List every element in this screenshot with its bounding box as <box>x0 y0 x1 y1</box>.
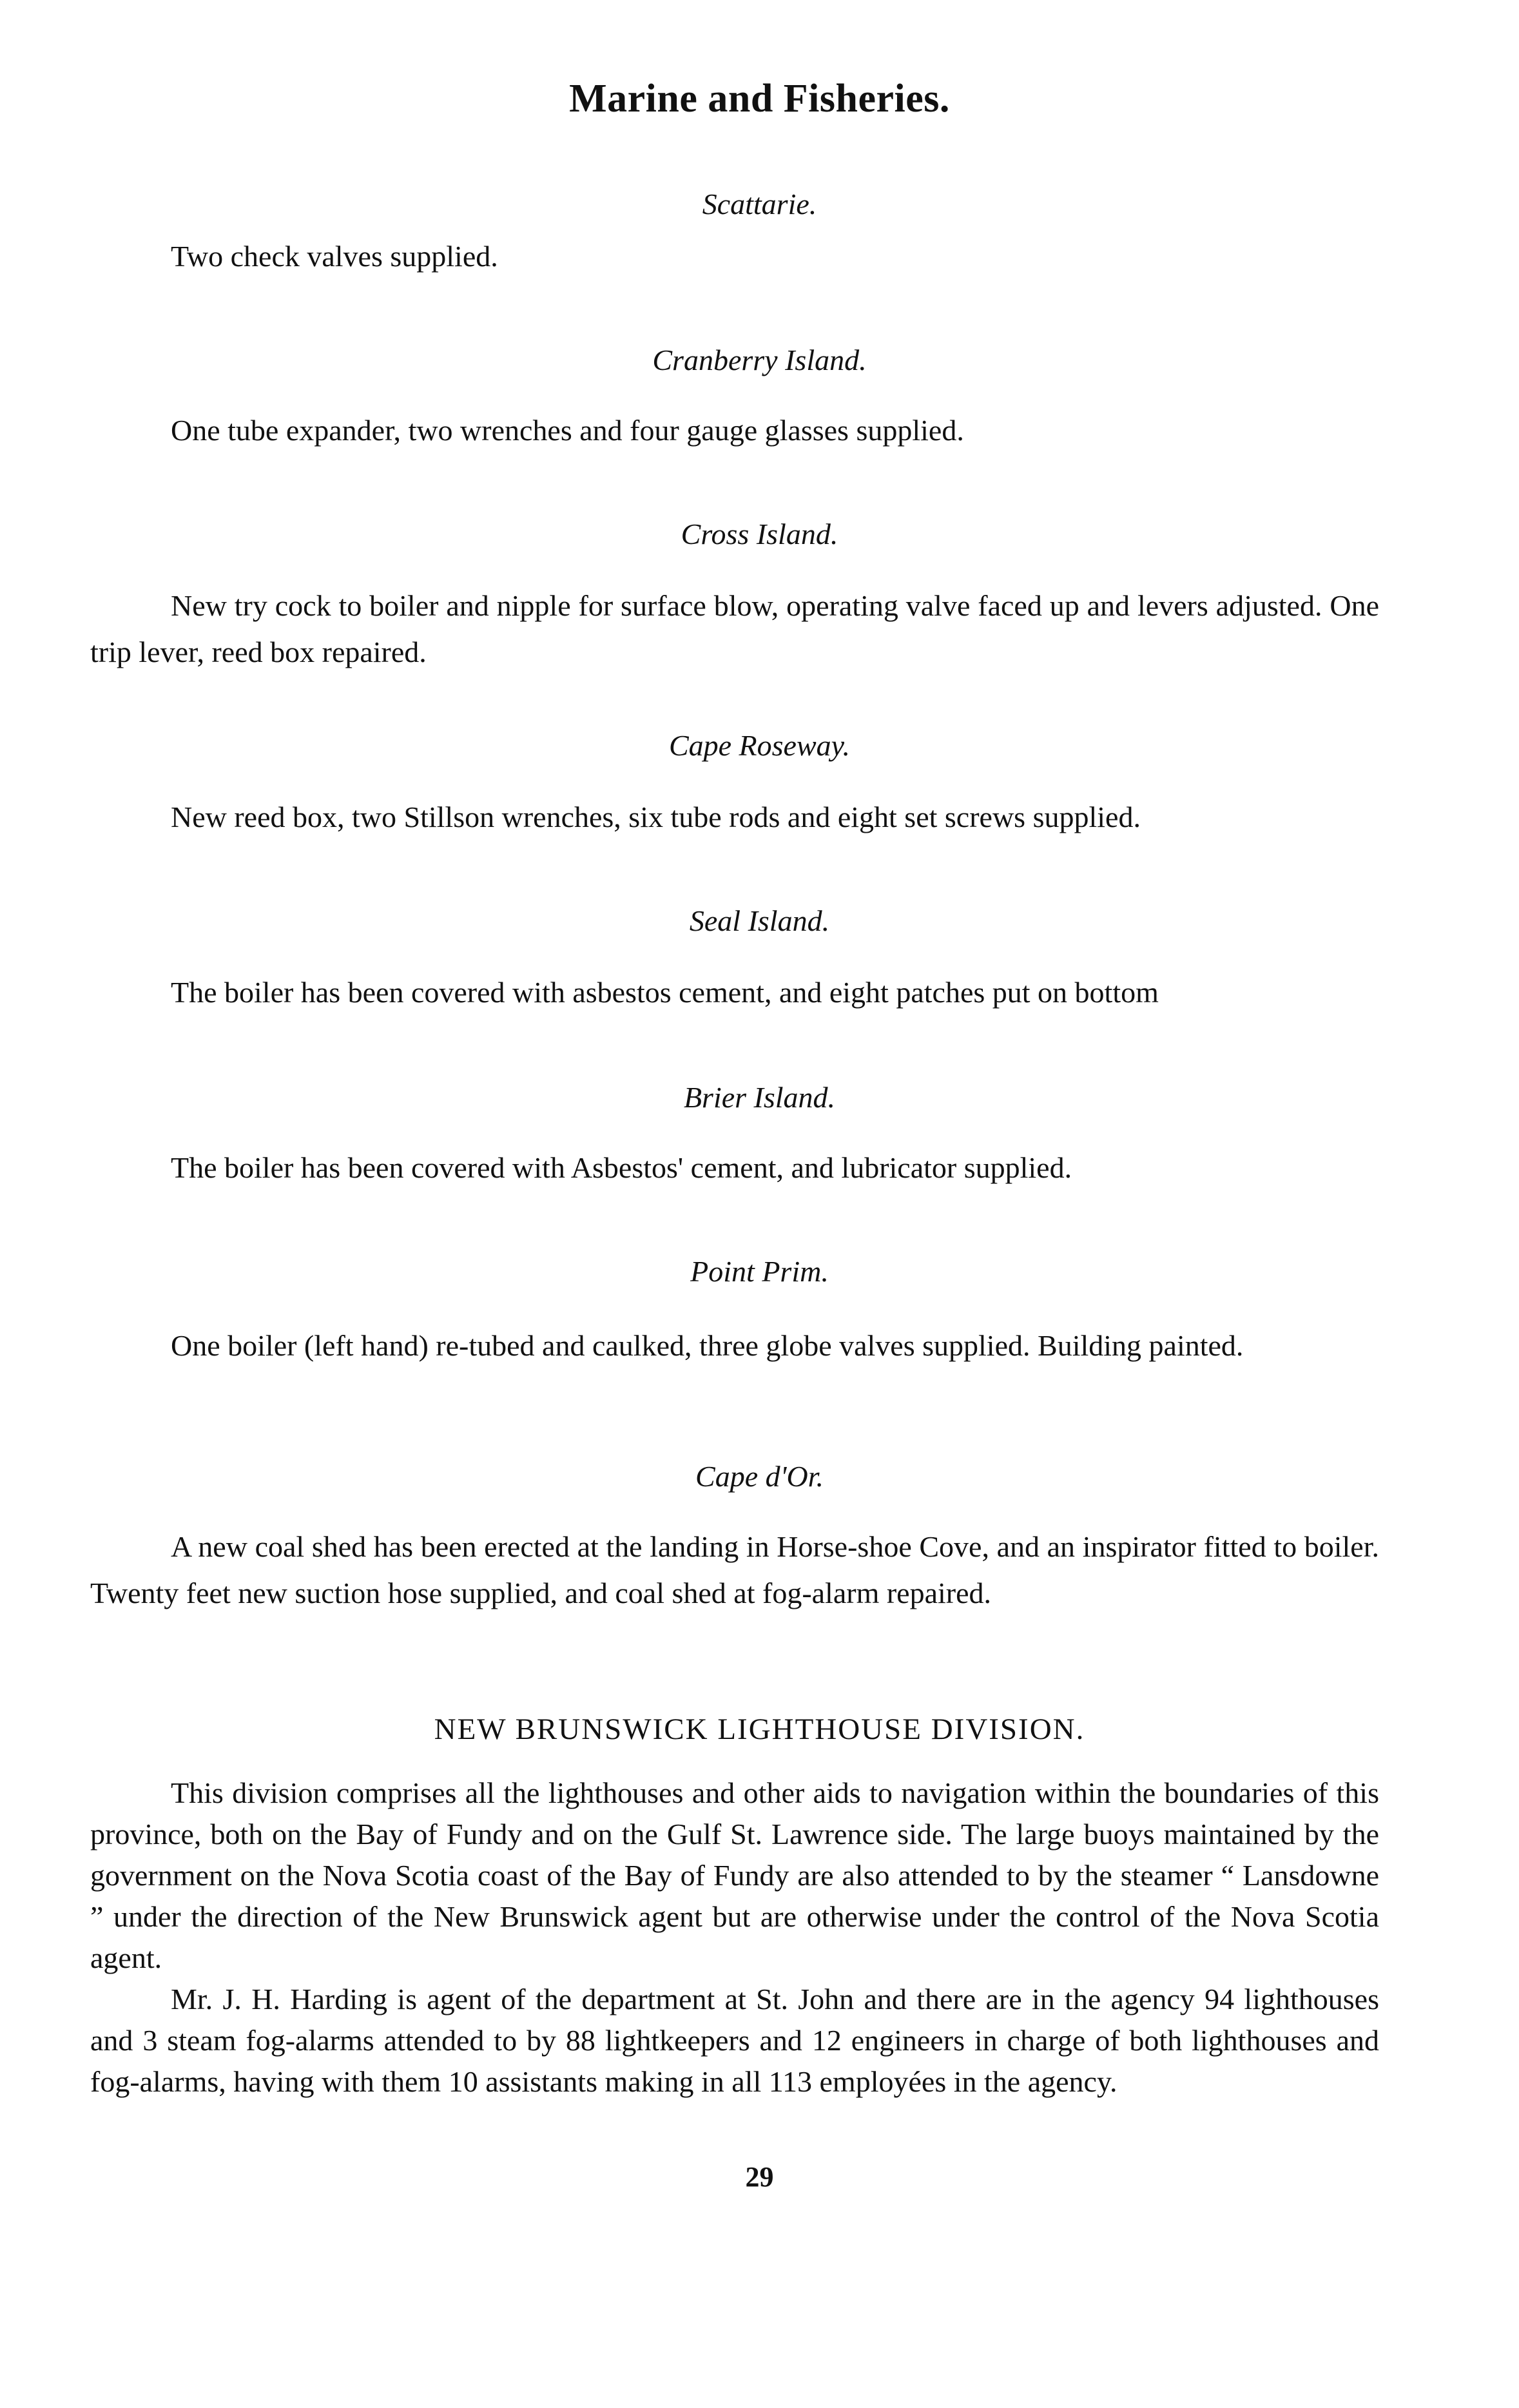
entry-text-cape-roseway <box>90 794 1379 840</box>
entry-text-brier-island-content: The boiler has been covered with Asbestos' cement, and lubricator supplied. <box>171 1151 1072 1184</box>
entry-text-cranberry-island-content: One tube expander, two wrenches and four gauge glasses supplied. <box>171 414 964 447</box>
entry-text-cape-dor <box>90 1524 1379 1617</box>
section-paragraph-2-content: Mr. J. H. Harding is agent of the department at St. John and there are in the agency 94 lighthouses and 3 steam fog-alarms attended to by 88 lightkeepers and 12 engineers in charge of both lighthouses and fog-alarms, having with them 10 assistants making in all 113 employées in the agency. <box>90 1983 1379 2098</box>
entry-text-cross-island <box>90 583 1379 675</box>
entry-heading-cranberry-island: Cranberry Island. <box>652 344 867 376</box>
entry-heading-scattarie: Scattarie. <box>702 188 817 220</box>
entry-heading-cross-island: Cross Island. <box>681 518 838 550</box>
entry-text-scattarie-content: Two check valves supplied. <box>171 240 498 273</box>
entry-text-seal-island-content: The boiler has been covered with asbestos cement, and eight patches put on bottom <box>171 976 1159 1009</box>
entry-text-cross-island-content: New try cock to boiler and nipple for surface blow, operating valve faced up and levers adjusted. One trip lever, reed box repaired. <box>90 589 1379 668</box>
section-paragraph-1 <box>90 1772 1379 1979</box>
entry-text-point-prim <box>90 1323 1379 1369</box>
section-paragraph-1-content: This division comprises all the lighthouses and other aids to navigation within the boundaries of this province, both on the Bay of Fundy and on the Gulf St. Lawrence side. The large buoys maintained by the government on the Nova Scotia coast of the Bay of Fundy are also attended to by the steamer “ Lansdowne ” under the direction of the New Brunswick agent but are otherwise under the control of the Nova Scotia agent. <box>90 1776 1379 1974</box>
section-title: NEW BRUNSWICK LIGHTHOUSE DIVISION. <box>434 1713 1085 1746</box>
entry-text-brier-island <box>90 1145 1379 1191</box>
entry-text-scattarie <box>90 233 1379 280</box>
entry-text-cape-roseway-content: New reed box, two Stillson wrenches, six tube rods and eight set screws supplied. <box>171 801 1141 833</box>
page-title: Marine and Fisheries. <box>569 77 950 121</box>
page-number: 29 <box>745 2161 774 2193</box>
entry-text-point-prim-content: One boiler (left hand) re-tubed and caulked, three globe valves supplied. Building painted. <box>171 1329 1244 1362</box>
section-paragraph-2 <box>90 1979 1379 2102</box>
entry-heading-cape-dor: Cape d'Or. <box>695 1460 824 1493</box>
entry-text-cape-dor-content: A new coal shed has been erected at the landing in Horse-shoe Cove, and an inspirator fitted to boiler. Twenty feet new suction hose supplied, and coal shed at fog-alarm repaired. <box>90 1530 1379 1609</box>
entry-heading-point-prim: Point Prim. <box>690 1255 829 1288</box>
entry-heading-brier-island: Brier Island. <box>683 1081 836 1114</box>
entry-heading-cape-roseway: Cape Roseway. <box>668 729 851 762</box>
entry-text-cranberry-island <box>90 407 1379 454</box>
entry-text-seal-island <box>90 969 1379 1016</box>
entry-heading-seal-island: Seal Island. <box>689 904 830 937</box>
